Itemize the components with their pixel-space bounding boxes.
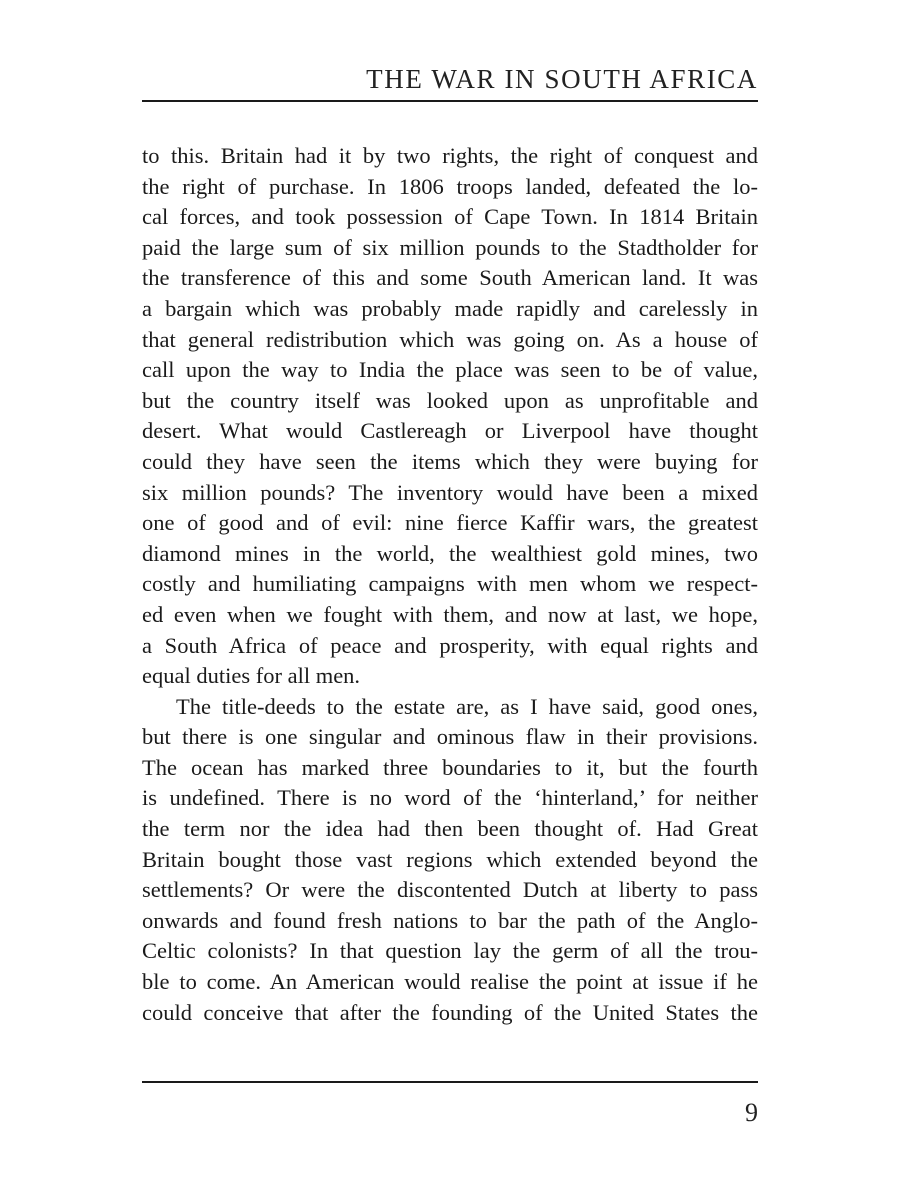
text-line: but there is one singular and ominous flaw in their provisions. xyxy=(142,724,758,750)
text-line: The title-deeds to the estate are, as I have said, good ones, xyxy=(176,693,758,719)
text-line: to this. Britain had it by two rights, the right of conquest and xyxy=(142,143,758,168)
footer-rule xyxy=(142,1081,758,1083)
text-line: the term nor the idea had then been thought of. Had Great xyxy=(142,816,758,842)
text-line: could they have seen the items which they were buying for xyxy=(142,448,758,474)
page-number: 9 xyxy=(745,1098,758,1127)
text-line: ble to come. An American would realise the point at issue if he xyxy=(142,969,758,995)
text-line: but the country itself was looked upon as unprofitable and xyxy=(142,387,758,413)
text-line: call upon the way to India the place was seen to be of value, xyxy=(142,357,758,383)
text-line: the transference of this and some South American land. It was xyxy=(142,265,758,291)
text-line: settlements? Or were the discontented Dutch at liberty to pass xyxy=(142,877,758,903)
header-rule xyxy=(142,100,758,102)
text-line: costly and humiliating campaigns with men whom we respect- xyxy=(142,571,758,597)
text-line: Britain bought those vast regions which extended beyond the xyxy=(142,846,758,872)
text-line: equal duties for all men. xyxy=(142,663,361,689)
paragraph-2 xyxy=(142,692,758,1029)
text-line: six million pounds? The inventory would have been a mixed xyxy=(142,479,758,505)
text-line: a bargain which was probably made rapidly and carelessly in xyxy=(142,295,758,321)
text-line: diamond mines in the world, the wealthiest gold mines, two xyxy=(142,540,758,566)
text-line: is undefined. There is no word of the ‘hinterland,’ for neither xyxy=(142,785,758,811)
text-line: desert. What would Castlereagh or Liverpool have thought xyxy=(142,418,758,444)
text-line: that general redistribution which was going on. As a house of xyxy=(142,326,758,352)
text-line: onwards and found fresh nations to bar the path of the Anglo- xyxy=(142,907,758,933)
text-line: The ocean has marked three boundaries to it, but the fourth xyxy=(142,754,758,780)
running-head: THE WAR IN SOUTH AFRICA xyxy=(366,64,758,94)
text-line: could conceive that after the founding of the United States the xyxy=(142,999,758,1025)
text-line: Celtic colonists? In that question lay the germ of all the trou- xyxy=(142,938,758,964)
text-line: the right of purchase. In 1806 troops landed, defeated the lo- xyxy=(142,173,758,199)
text-line: cal forces, and took possession of Cape Town. In 1814 Britain xyxy=(142,204,758,230)
text-line: a South Africa of peace and prosperity, with equal rights and xyxy=(142,632,758,658)
paragraph-1 xyxy=(142,141,758,692)
text-line: ed even when we fought with them, and now at last, we hope, xyxy=(142,601,758,627)
text-line: paid the large sum of six million pounds to the Stadtholder for xyxy=(142,234,758,260)
body-text xyxy=(142,141,758,1028)
text-line: one of good and of evil: nine fierce Kaffir wars, the greatest xyxy=(142,510,758,536)
